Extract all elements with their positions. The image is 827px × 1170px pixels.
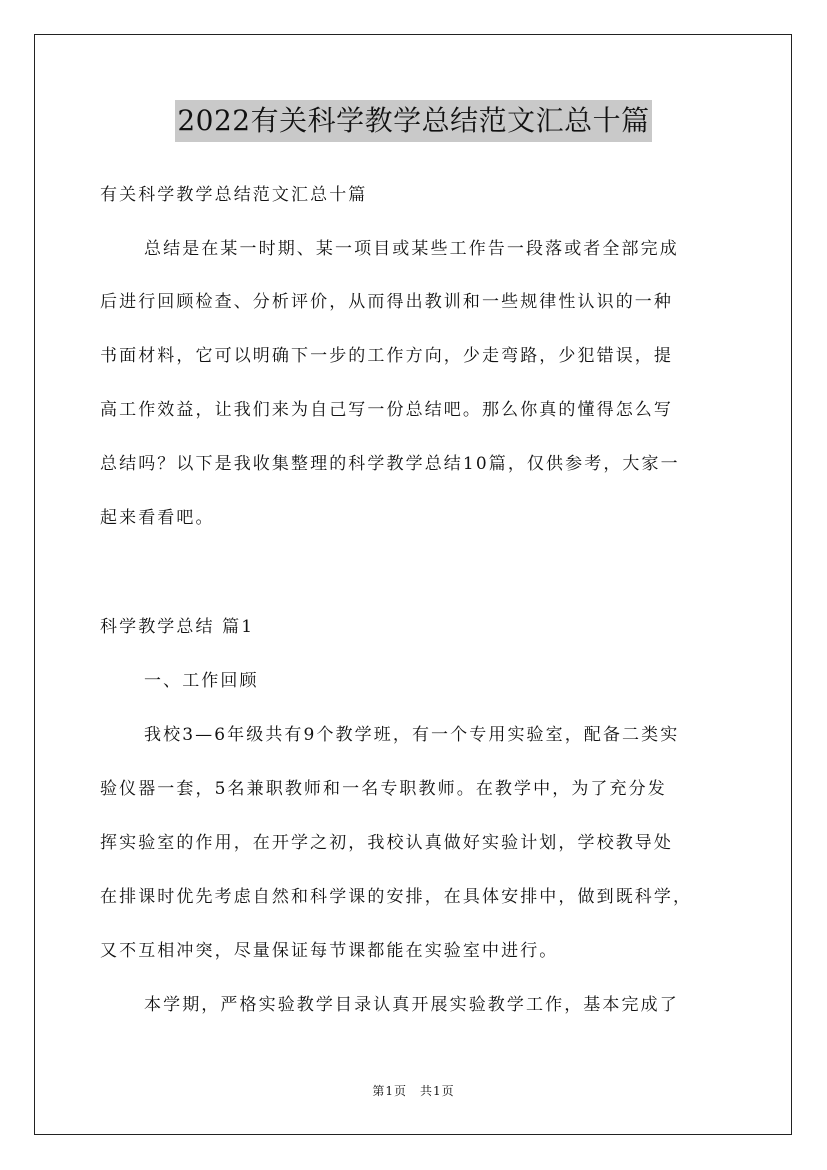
document-subtitle: 有关科学教学总结范文汇总十篇 bbox=[100, 185, 368, 205]
page-number-footer: 第1页 共1页 bbox=[372, 1084, 455, 1098]
body-line-6: 本学期，严格实验教学目录认真开展实验教学工作，基本完成了 bbox=[144, 995, 679, 1015]
intro-line-4: 高工作效益，让我们来为自己写一份总结吧。那么你真的懂得怎么写 bbox=[100, 400, 673, 420]
body-line-4: 在排课时优先考虑自然和科学课的安排，在具体安排中，做到既科学， bbox=[100, 887, 693, 907]
intro-line-1: 总结是在某一时期、某一项目或某些工作告一段落或者全部完成 bbox=[144, 239, 679, 259]
body-line-1: 我校3—6年级共有9个教学班，有一个专用实验室，配备二类实 bbox=[144, 725, 680, 745]
document-title: 2022有关科学教学总结范文汇总十篇 bbox=[175, 100, 651, 142]
subsection-heading: 一、工作回顾 bbox=[144, 671, 259, 691]
title-container bbox=[0, 100, 827, 142]
body-line-5: 又不互相冲突，尽量保证每节课都能在实验室中进行。 bbox=[100, 941, 559, 961]
intro-line-5: 总结吗？以下是我收集整理的科学教学总结10篇，仅供参考，大家一 bbox=[100, 454, 680, 474]
intro-line-2: 后进行回顾检查、分析评价，从而得出教训和一些规律性认识的一种 bbox=[100, 292, 673, 312]
section-heading: 科学教学总结 篇1 bbox=[100, 617, 255, 637]
body-line-2: 验仪器一套，5名兼职教师和一名专职教师。在教学中，为了充分发 bbox=[100, 779, 667, 799]
intro-line-3: 书面材料，它可以明确下一步的工作方向，少走弯路，少犯错误，提 bbox=[100, 346, 673, 366]
body-line-3: 挥实验室的作用，在开学之初，我校认真做好实验计划，学校教导处 bbox=[100, 833, 673, 853]
intro-line-6: 起来看看吧。 bbox=[100, 508, 215, 528]
